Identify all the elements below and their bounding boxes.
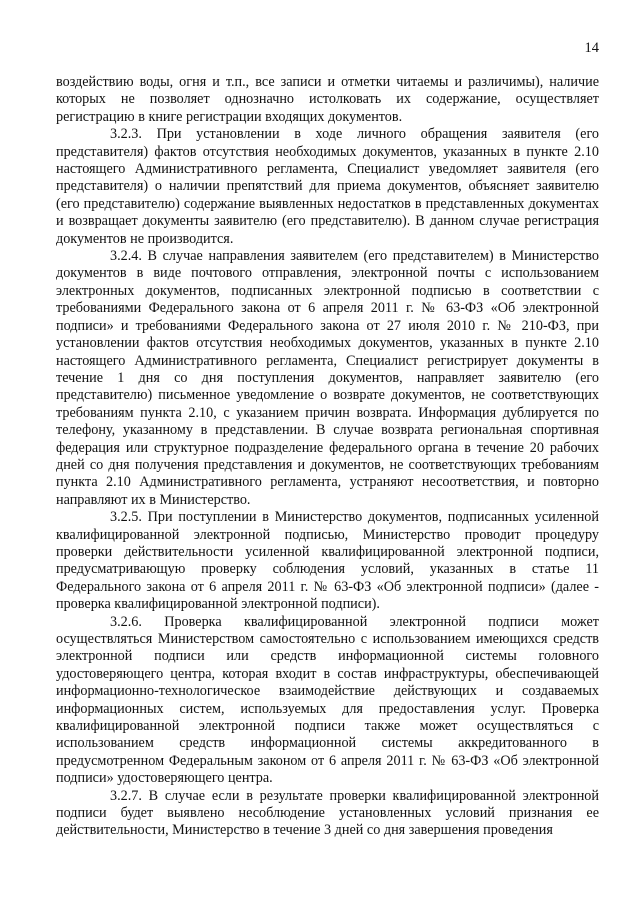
document-body bbox=[56, 74, 599, 840]
paragraph-3-2-3: 3.2.3. При установлении в ходе личного обращения заявителя (его представителя) фактов отсутствия необходимых документов, указанных в пункте 2.10 настоящего Административного регламента, Специалист уведомляет заявителя (его представителя) о наличии препятствий для приема документов, объясняет заявителю (его представителю) содержание выявленных недостатков в представленных документах и возвращает документы заявителю (его представителю). В данном случае регистрация документов не производится. bbox=[56, 126, 599, 247]
paragraph-continuation: воздействию воды, огня и т.п., все записи и отметки читаемы и различимы), наличие которых не позволяет однозначно истолковать их содержание, осуществляет регистрацию в книге регистрации входящих документов. bbox=[56, 74, 599, 125]
paragraph-3-2-6: 3.2.6. Проверка квалифицированной электронной подписи может осуществляться Министерством самостоятельно с использованием имеющихся средств электронной подписи или средств информационной системы головного удостоверяющего центра, которая входит в состав инфраструктуры, обеспечивающей информационно-технологическое взаимодействие действующих и создаваемых информационных систем, используемых для предоставления услуг. Проверка квалифицированной электронной подписи также может осуществляться с использованием средств информационной системы аккредитованного в предусмотренном Федеральным законом от 6 апреля 2011 г. № 63-ФЗ «Об электронной подписи» удостоверяющего центра. bbox=[56, 613, 599, 787]
page-number: 14 bbox=[584, 40, 599, 56]
paragraph-3-2-4: 3.2.4. В случае направления заявителем (его представителем) в Министерство документов в виде почтового отправления, электронной почты с использованием электронных документов, подписанных электронной подписью в соответствии с требованиями Федерального закона от 6 апреля 2011 г. № 63-ФЗ «Об электронной подписи» и требованиями Федерального закона от 27 июля 2010 г. № 210-ФЗ, при установлении фактов отсутствия необходимых документов, указанных в пункте 2.10 настоящего Административного регламента, Специалист регистрирует документы в течение 1 дня со дня поступления документов, направляет заявителю (его представителю) письменное уведомление о возврате документов, не соответствующих требованиям пункта 2.10, с указанием причин возврата. Информация дублируется по телефону, указанному в представлении. В случае возврата региональная спортивная федерация или структурное подразделение федерального органа в течение 20 рабочих дней со дня получения представления и документов, не соответствующих требованиям пункта 2.10 Административного регламента, устраняют несоответствия, и повторно направляют их в Министерство. bbox=[56, 248, 599, 508]
paragraph-3-2-7: 3.2.7. В случае если в результате проверки квалифицированной электронной подписи будет выявлено несоблюдение установленных условий признания ее действительности, Министерство в течение 3 дней со дня завершения проведения bbox=[56, 787, 599, 839]
paragraph-3-2-5: 3.2.5. При поступлении в Министерство документов, подписанных усиленной квалифицированной электронной подписью, Министерство проводит процедуру проверки действительности усиленной квалифицированной электронной подписи, предусматривающую проверку соблюдения условий, указанных в статье 11 Федерального закона от 6 апреля 2011 г. № 63-ФЗ «Об электронной подписи» (далее - проверка квалифицированной электронной подписи). bbox=[56, 509, 599, 613]
